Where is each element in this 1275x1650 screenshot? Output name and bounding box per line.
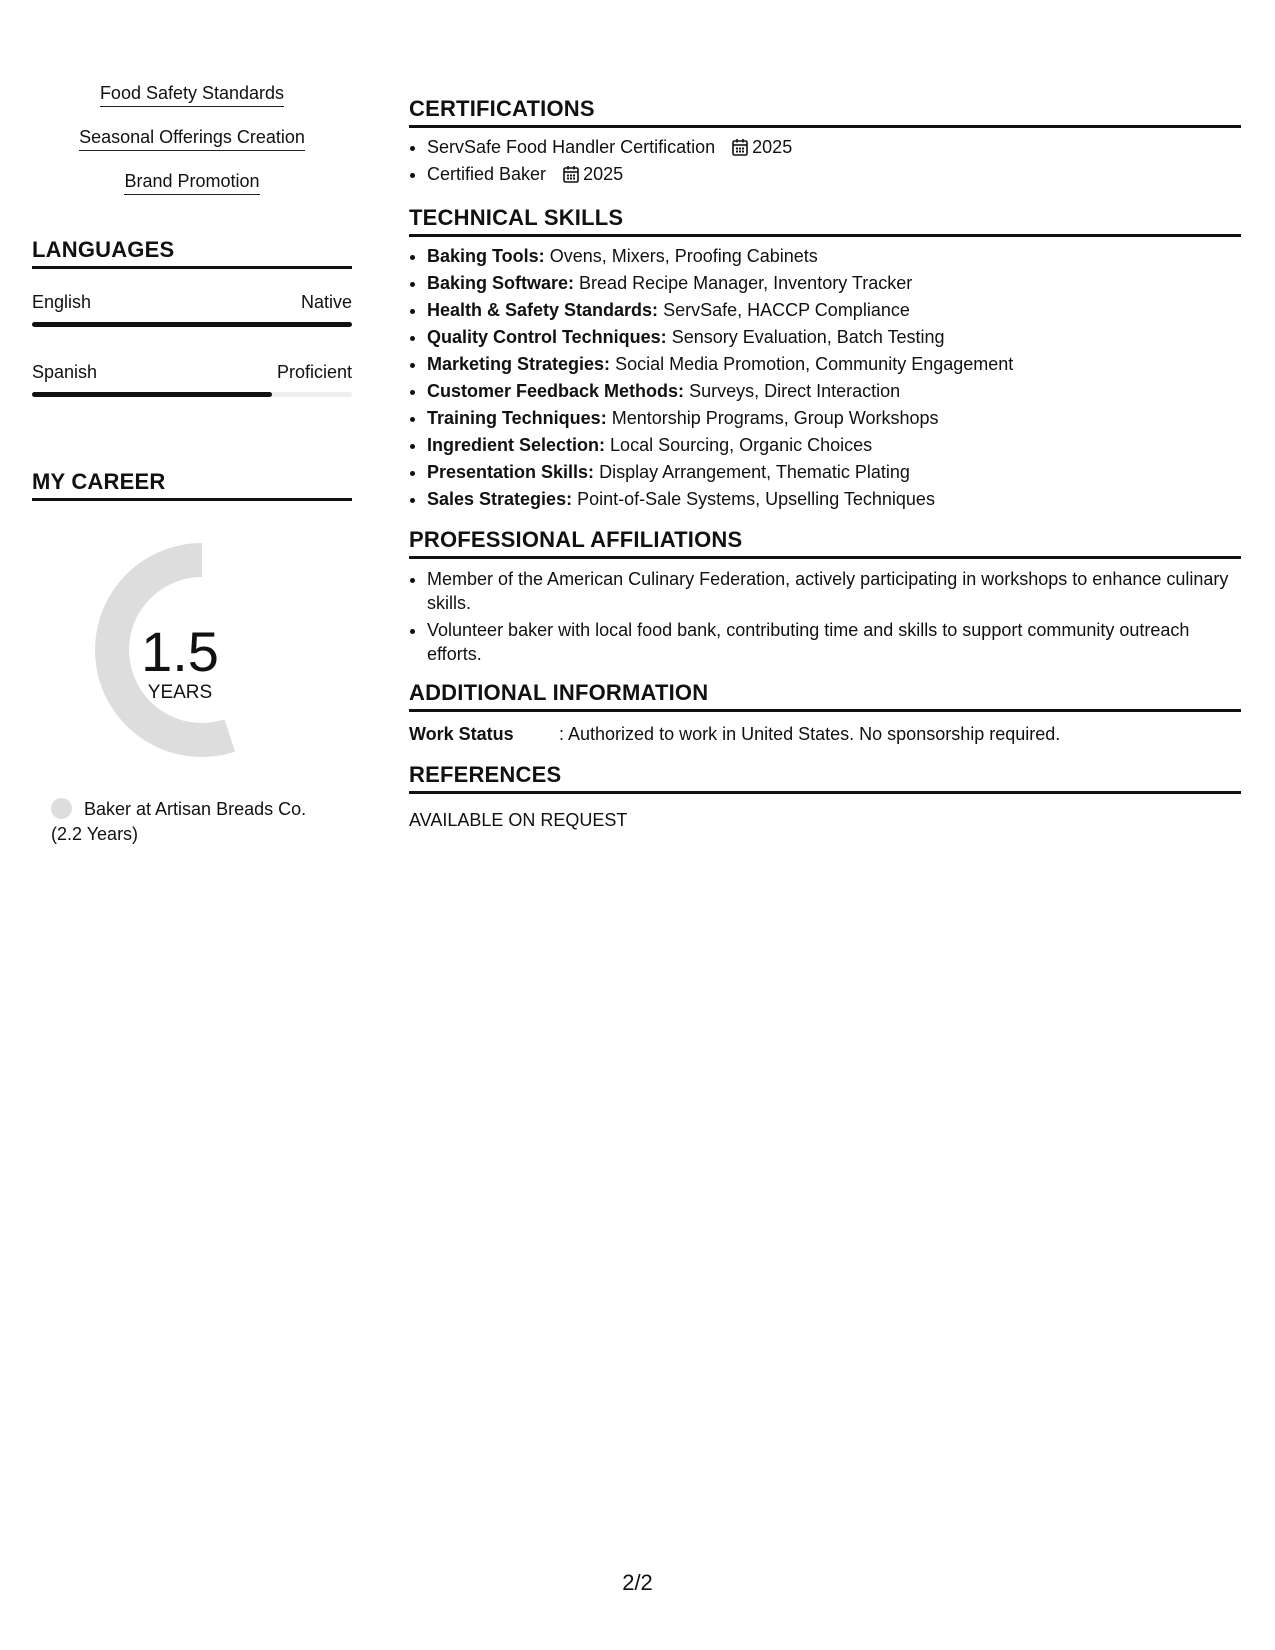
language-name: English <box>32 292 92 312</box>
skill-category: Health & Safety Standards: <box>427 300 659 320</box>
affiliation-item: • Member of the American Culinary Federation, actively participating in workshops to enhance culinary skills. <box>427 567 1241 615</box>
language-bar-fill <box>32 322 352 327</box>
affiliations-title: PROFESSIONAL AFFILIATIONS <box>409 527 1241 559</box>
language-bar-fill <box>32 392 272 397</box>
skill-values: Sensory Evaluation, Batch Testing <box>671 327 945 347</box>
skill-tag: Food Safety Standards <box>100 82 284 107</box>
technical-skill-item <box>427 459 1241 486</box>
work-status-value: : Authorized to work in United States. No sponsorship required. <box>559 724 1061 744</box>
technical-skills-list <box>409 243 1241 513</box>
affiliation-item: • Volunteer baker with local food bank, contributing time and skills to support community outreach efforts. <box>427 618 1241 666</box>
career-legend <box>51 797 352 847</box>
certifications-list <box>409 134 1241 188</box>
certification-year: 2025 <box>752 137 793 157</box>
skill-values: Local Sourcing, Organic Choices <box>610 435 873 455</box>
skill-values: ServSafe, HACCP Compliance <box>663 300 910 320</box>
certification-item <box>427 161 1241 188</box>
skill-category: Ingredient Selection: <box>427 435 606 455</box>
technical-skills-section <box>409 205 1241 513</box>
skill-category: Quality Control Techniques: <box>427 327 667 347</box>
languages-title: LANGUAGES <box>32 237 352 269</box>
technical-skill-item <box>427 324 1241 351</box>
language-level: Native <box>300 292 352 312</box>
language-level: Proficient <box>276 362 352 382</box>
language-bar-track <box>32 322 352 327</box>
certification-name: ServSafe Food Handler Certification <box>427 137 716 157</box>
language-row <box>32 361 352 397</box>
skill-tags <box>32 82 352 214</box>
technical-skill-item <box>427 378 1241 405</box>
skill-values: Social Media Promotion, Community Engagement <box>615 354 1014 374</box>
language-bar-track <box>32 392 352 397</box>
affiliations-section <box>409 527 1241 666</box>
affiliations-list <box>409 567 1241 666</box>
career-total-unit: YEARS <box>147 682 213 703</box>
career-legend-item <box>51 797 352 847</box>
career-total-value: 1.5 <box>141 620 219 683</box>
skill-category: Sales Strategies: <box>427 489 573 509</box>
language-row <box>32 291 352 327</box>
skill-category: Training Techniques: <box>427 408 607 428</box>
right-column <box>409 96 1241 832</box>
technical-skill-item <box>427 351 1241 378</box>
technical-skill-item <box>427 432 1241 459</box>
technical-skill-item <box>427 297 1241 324</box>
calendar-icon <box>563 165 579 183</box>
career-donut-svg <box>32 527 352 787</box>
references-text: AVAILABLE ON REQUEST <box>409 810 628 830</box>
certifications-section <box>409 96 1241 188</box>
additional-info-title: ADDITIONAL INFORMATION <box>409 680 1241 712</box>
technical-skill-item <box>427 486 1241 513</box>
left-column <box>32 82 352 847</box>
certification-year: 2025 <box>583 164 624 184</box>
legend-dot-icon <box>51 798 72 819</box>
career-duration: (2.2 Years) <box>51 824 139 844</box>
career-section <box>32 469 352 847</box>
technical-skill-item <box>427 405 1241 432</box>
skill-tag: Brand Promotion <box>124 170 259 195</box>
career-donut-chart <box>32 527 352 787</box>
skill-values: Mentorship Programs, Group Workshops <box>611 408 939 428</box>
technical-skills-title: TECHNICAL SKILLS <box>409 205 1241 237</box>
skill-category: Presentation Skills: <box>427 462 595 482</box>
skill-category: Customer Feedback Methods: <box>427 381 685 401</box>
certification-name: Certified Baker <box>427 164 547 184</box>
language-name: Spanish <box>32 362 98 382</box>
skill-category: Baking Tools: <box>427 246 545 266</box>
skill-values: Bread Recipe Manager, Inventory Tracker <box>579 273 913 293</box>
certifications-title: CERTIFICATIONS <box>409 96 1241 128</box>
skill-tag: Seasonal Offerings Creation <box>79 126 305 151</box>
certification-item <box>427 134 1241 161</box>
skill-category: Baking Software: <box>427 273 575 293</box>
skill-values: Surveys, Direct Interaction <box>689 381 901 401</box>
skill-values: Point-of-Sale Systems, Upselling Techniques <box>577 489 935 509</box>
skill-category: Marketing Strategies: <box>427 354 611 374</box>
technical-skill-item <box>427 270 1241 297</box>
languages-section <box>32 237 352 397</box>
references-title: REFERENCES <box>409 762 1241 794</box>
skill-values: Ovens, Mixers, Proofing Cabinets <box>549 246 818 266</box>
work-status-label: Work Status <box>409 724 514 744</box>
calendar-icon <box>732 138 748 156</box>
page-number: 2/2 <box>622 1570 653 1595</box>
references-section <box>409 762 1241 832</box>
skill-values: Display Arrangement, Thematic Plating <box>599 462 910 482</box>
career-job: Baker at Artisan Breads Co. <box>84 799 307 819</box>
technical-skill-item <box>427 243 1241 270</box>
additional-info-section <box>409 680 1241 746</box>
career-title: MY CAREER <box>32 469 352 501</box>
work-status-row <box>409 722 1241 746</box>
